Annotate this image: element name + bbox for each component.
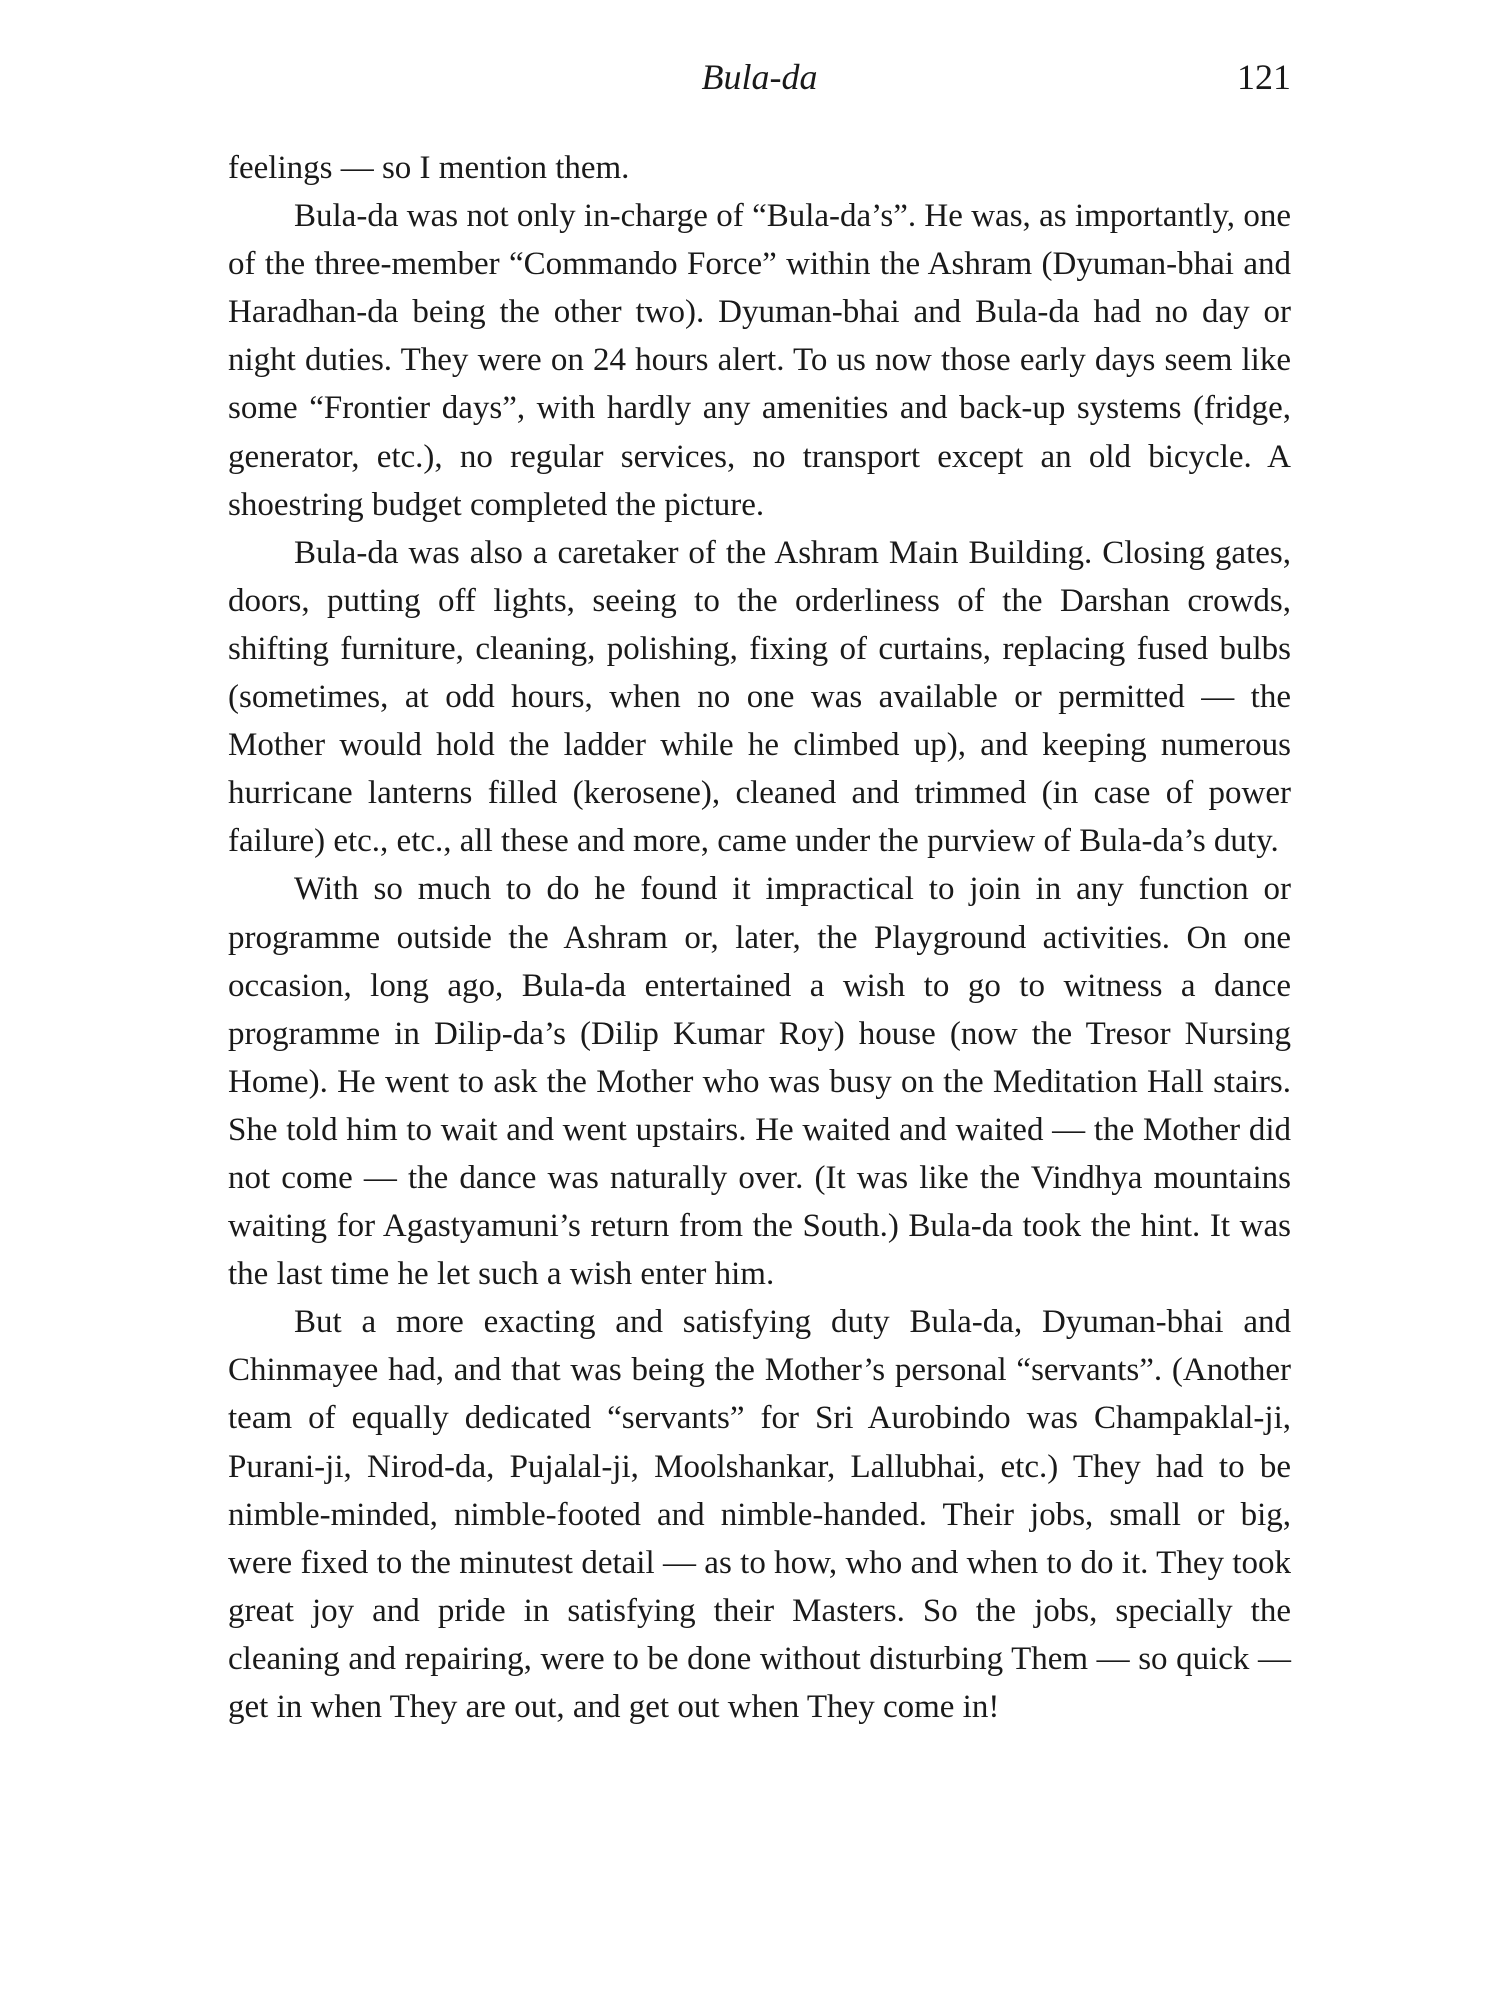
running-header [228,52,1291,102]
running-title: Bula-da [701,57,818,97]
body-text [228,144,1291,1731]
page-number: 121 [1237,57,1291,97]
paragraph-dance-programme: With so much to do he found it impractical to join in any function or programme outside the Ashram or, later, the Playground activities. On one occasion, long ago, Bula-da entertained a wish to go to witness a dance programme in Dilip-da’s (Dilip Kumar Roy) house (now the Tresor Nursing Home). He went to ask the Mother who was busy on the Meditation Hall stairs. She told him to wait and went upstairs. He waited and waited — the Mother did not come — the dance was naturally over. (It was like the Vindhya mountains waiting for Agastyamuni’s return from the South.) Bula-da took the hint. It was the last time he let such a wish enter him. [228,871,1291,1293]
paragraph-caretaker: Bula-da was also a caretaker of the Ashram Main Building. Closing gates, doors, putting off lights, seeing to the orderliness of the Darshan crowds, shifting furniture, cleaning, polishing, fixing of curtains, replacing fused bulbs (sometimes, at odd hours, when no one was available or permitted — the Mother would hold the ladder while he climbed up), and keeping numerous hurricane lanterns filled (kerosene), cleaned and trimmed (in case of power failure) etc., etc., all these and more, came under the purview of Bula-da’s duty. [228,534,1291,860]
paragraph-personal-servants: But a more exacting and satisfying duty Bula-da, Dyuman-bhai and Chinmayee had, and that was being the Mother’s personal “servants”. (Another team of equally dedicated “servants” for Sri Aurobindo was Champaklal-ji, Purani-ji, Nirod-da, Pujalal-ji, Moolshankar, Lallubhai, etc.) They had to be nimble-minded, nimble-footed and nimble-handed. Their jobs, small or big, were fixed to the minutest detail — as to how, who and when to do it. They took great joy and pride in satisfying their Masters. So the jobs, specially the cleaning and repairing, were to be done without disturbing Them — so quick — get in when They are out, and get out when They come in! [228,1304,1291,1725]
paragraph-continued: feelings — so I mention them. [228,150,630,186]
paragraph-commando-force: Bula-da was not only in-charge of “Bula-da’s”. He was, as importantly, one of the three-member “Commando Force” within the Ashram (Dyuman-bhai and Haradhan-da being the other two). Dyuman-bhai and Bula-da had no day or night duties. They were on 24 hours alert. To us now those early days seem like some “Frontier days”, with hardly any amenities and back-up systems (fridge, generator, etc.), no regular services, no transport except an old bicycle. A shoestring budget completed the picture. [228,198,1291,523]
